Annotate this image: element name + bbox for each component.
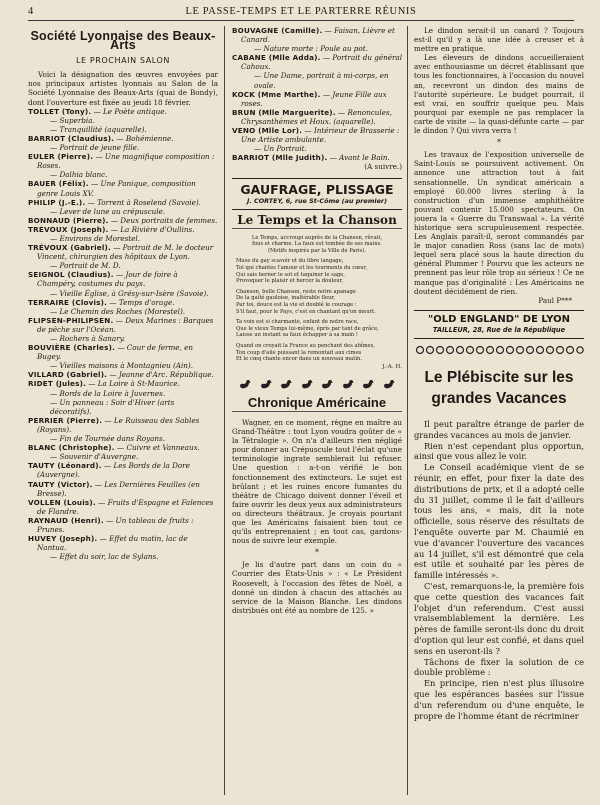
author-signature: Paul P*** [538, 295, 572, 305]
paragraph: Tâchons de fixer la solution de ce double problème : [414, 656, 584, 678]
paragraph: Le dindon serait-il un canard ? Toujours est-il qu'il y a là une idée à creuser et à mettre en pratique. [414, 26, 584, 54]
artwork-title: — Superbia. [50, 115, 95, 125]
poem-line: Ta voix est si charmante, enfant de notre race, [236, 319, 359, 326]
artist-list-continued [232, 26, 402, 162]
artist-name: BARRIOT (Mlle Judith). [232, 153, 328, 163]
duck-icon [238, 378, 252, 390]
artwork-title: — Souvenir d'Auvergne. [50, 452, 139, 462]
artwork-title: — Deux Marines : Barques de pêche sur l'Océan. [37, 315, 214, 334]
artist-name: TRÉVOUX (Joseph). [28, 224, 109, 234]
poem-line: Toi qui chantes l'amour et les tourments du cœur, [236, 265, 368, 272]
artist-name: BOUVAGNE (Camille). [232, 26, 323, 35]
paragraph: Rien n'est cependant plus opportun, ainsi que vous allez le voir. [414, 440, 584, 462]
poem-line: Que le vieux Temps lui-même, épris par tant de grâce, [236, 325, 379, 332]
artwork-title: — Le Chemin des Roches (Morestel). [50, 306, 186, 316]
artist-entry [28, 134, 218, 143]
poem-title: Le Temps et la Chanson [232, 216, 402, 229]
artist-entry [28, 343, 218, 361]
column-rule [407, 26, 408, 795]
artwork-title: — Effet du soir, lac de Sylans. [50, 552, 159, 562]
artwork-title: — Cour de ferme, en Bugey. [37, 343, 193, 362]
article-subtitle: LE PROCHAIN SALON [75, 56, 171, 66]
to-be-continued: (A suivre.) [364, 162, 402, 172]
artist-entry [232, 108, 402, 126]
artist-name: TAUTY (Victor). [28, 479, 93, 489]
paragraph: Il peut paraître étrange de parler de grandes vacances au mois de janvier. [414, 419, 584, 440]
artwork-title: — Bohémienne. [114, 133, 174, 143]
artwork-title: — Temps d'orage. [107, 297, 175, 307]
artist-name: RIDET (Jules). [28, 379, 86, 389]
decorative-border [414, 345, 584, 355]
artist-list [28, 107, 218, 562]
artist-name: BARRIOT (Claudius). [28, 133, 115, 143]
artwork-title: — Une magnifique composition : Roses. [37, 152, 215, 171]
advertisement-gaufrage [232, 178, 402, 210]
artwork-title: — Portrait de jeune fille. [50, 143, 140, 153]
artwork-title: — Tranquillité (aquarelle). [50, 124, 147, 134]
artist-entry [28, 379, 218, 388]
artist-name: BAUER (Félix). [28, 179, 89, 189]
artist-entry [232, 26, 402, 44]
artwork-title: — Portrait du général Cahoux. [241, 53, 402, 72]
poem-line: S'il faut, pour le Pays, c'est en chantant qu'on meurt. [236, 308, 376, 315]
duck-icon [341, 378, 355, 390]
poem-signature: J.-A. H. [382, 363, 402, 370]
artwork-title: — Vieille Église, à Grésy-sur-Isère (Savoie). [50, 288, 209, 298]
artwork-title: — Les Bords de la Dore (Auvergne). [37, 461, 190, 480]
artwork-title: — Les Dernières Feuilles (en Bresse). [37, 479, 200, 498]
page-header [28, 6, 574, 21]
artist-entry [28, 416, 218, 434]
paragraph: Le Conseil académique vient de se réunir, en effet, pour fixer la date des distributions de prix, et il a adopté celle du 31 juillet, comme il le fait d'ailleurs tous les ans, « mais, dit la note officielle, sous réserve des résultats de l'enquête ouverte par M. Chaumié en vue d'avancer l'ouverture des vacances au 14 juillet, s'il est démontré que cela est utile et souhaité par les pères de famille intéressés ». [414, 462, 584, 581]
ad-title: "OLD ENGLAND" DE LYON [428, 313, 570, 325]
artwork-title: — Portrait de M. le docteur Vincent, chirurgien des hôpitaux de Lyon. [37, 243, 214, 262]
artwork-title: — Deux portraits de femmes. [108, 215, 218, 225]
column-beaux-arts [28, 26, 218, 797]
plebiscite-article [414, 419, 584, 721]
paragraph: En principe, rien n'est plus illusoire que les espérances basées sur l'issue d'un referendum ou d'une enquête, le propre de l'homme étant de récriminer [414, 678, 584, 721]
artwork-title: — La Loire à St-Maurice. [86, 379, 180, 389]
poem-line: Qui sais berner le sot et taquiner le sage, [236, 271, 345, 278]
artwork-title: — Une Dame, portrait à mi-corps, en ovale. [254, 71, 389, 90]
ad-title: GAUFRAGE, PLISSAGE [240, 181, 394, 197]
artwork-title: — Vieilles maisons à Montagnieu (Ain). [50, 361, 193, 371]
artist-name: TAUTY (Léonard). [28, 461, 102, 471]
column-rule [224, 26, 225, 795]
artist-name: FLIPSEN-PHILIPSEN. [28, 315, 114, 325]
artwork-title: — Renoncules, Chrysanthèmes et Houx. (aquarelle). [241, 107, 392, 126]
duck-icon [279, 378, 293, 390]
artwork-title: — Jour de foire à Champéry, costumes du pays. [37, 270, 178, 289]
poem-line: Provoquer le plaisir et bercer la douleur, [236, 278, 344, 285]
artist-name: PERRIER (Pierre). [28, 415, 103, 425]
artwork-title: — Un tableau de fruits : Prunes. [37, 515, 194, 534]
artist-name: VILLARD (Gabriel). [28, 370, 108, 380]
artwork-title: — Lever de lune au crépuscule. [50, 206, 166, 216]
artwork-title: — Rochers à Sanary. [50, 334, 126, 343]
artist-name: CABANE (Mlle Adda). [232, 53, 321, 63]
artwork-title: — Portrait de M. D. [50, 261, 121, 271]
artwork-title: — Jeune Fille aux roses. [241, 89, 387, 108]
artwork-title: — Fruits d'Espagne et Faïences de Flandre. [37, 497, 214, 516]
poem-line: Quand on croyait la France au penchant des abîmes, [236, 343, 375, 349]
artist-entry [28, 152, 218, 170]
artist-entry [28, 107, 218, 116]
paragraph: Les éleveurs de dindons accueilleraient avec enthousiasme un décret établissant que tous les fonctionnaires, à l'occasion du nouvel an, recevront un dindon des mains de l'autorité supérieure. Le budget pourrait, il est vrai, en souffrir quelque peu. Mais pourquoi par exemple ne pas remplacer la carte de visite — la quasi-défunte carte — par le dindon ? Qui vivra verra ! [414, 53, 584, 136]
artist-name: KOCK (Mme Marthe). [232, 89, 321, 99]
duck-icon [300, 378, 314, 390]
artist-entry [28, 243, 218, 261]
section-separator-star: * [497, 138, 501, 148]
artist-name: HUVEY (Joseph). [28, 534, 98, 544]
artist-name: VENO (Mlle Lor). [232, 126, 303, 136]
poem-line: (Motifs inspirés par la Ville de Paris). [267, 247, 367, 254]
paragraph: Les travaux de l'exposition universelle de Saint-Louis se poursuivent activement. On annonce une attraction tout à fait sensationnelle. Un syndicat américain a employé 60.000 livres sterling à la construction d'un immense amphithéâtre pouvant contenir 15.000 spectateurs. On jouera la « Guerre du Transwaal ». La vérité historique sera scrupuleusement respectée. Les Anglais paraît-il, seront commandés par le major canadien Ross (sans lac de mots) lequel sera placé sous la haute direction du général Plummer ! Pourvu que les acteurs ne prennent pas leur rôle trop au sérieux ! Ce ne manque pas d'originalité : Les Américains ne doutent décidément de rien. [414, 150, 584, 296]
artwork-title: — Le Ruisseau des Sables (Royans). [37, 415, 200, 434]
artwork-title: — Faisan, Lièvre et Canard. [241, 26, 395, 45]
artwork-title: — Fin de Tournée dans Royans. [50, 434, 166, 444]
column-center [232, 26, 402, 797]
artist-name: TERRAIRE (Clovis). [28, 297, 108, 307]
artwork-title: — Bords de la Loire à Juvernes. [50, 388, 166, 398]
chronique-paragraph: Je lis d'autre part dans un coin du « Courrier des États-Unis » : « Le Président Roosevelt, à l'occasion des fêtes de Noël, a donné un dindon à chacun des attachés au service de la Maison Blanche. Les dindons distribués ont été au nombre de 125. » [232, 560, 402, 615]
artist-entry [28, 179, 218, 197]
artwork-title: — La Rivière d'Oullins. [108, 224, 195, 234]
artist-entry [232, 153, 402, 162]
artwork-title: — Un Portrait. [254, 144, 307, 154]
artist-name: SEIGNOL (Claudius). [28, 270, 114, 280]
poem-line: fous et charme. La faux est tombée de ses mains. [252, 241, 382, 248]
artist-name: VOLLEN (Louis). [28, 497, 96, 507]
artist-entry [28, 216, 218, 225]
artwork-title: — Cuivre et Vanneaux. [114, 443, 200, 453]
artist-entry [232, 126, 402, 144]
artist-name: EULER (Pierre). [28, 152, 94, 162]
artist-entry [28, 298, 218, 307]
artist-entry [28, 198, 218, 207]
artwork-title: — Une Panique, composition genre Louis XV. [37, 179, 196, 198]
artist-entry [28, 225, 218, 234]
artist-entry [28, 370, 218, 379]
poem-line: Chanson, belle Chanson, reste notre apanage [236, 288, 356, 295]
poem-line: Ton coup d'aile puissant la remontait aux cimes [236, 349, 362, 356]
artwork-title: — Intérieur de Brasserie : Une Artiste ambulante. [241, 126, 400, 145]
decorative-duck-border [232, 378, 402, 392]
article-title: Société Lyonnaise des Beaux-Arts [30, 29, 216, 53]
artist-entry [28, 461, 218, 479]
poem-line: Laisse un instant sa faux échapper à sa main ! [236, 332, 358, 339]
paragraph: C'est, remarquons-le, la première fois que cette question des vacances fait l'objet d'un referendum. C'est aussi vraisemblablement la dernière. Les pères de famille seront-ils donc du droit d'option qui leur est confié, et dans quel sens en useront-ils ? [414, 580, 584, 656]
artist-name: BRUN (Mlle Marguerite). [232, 107, 336, 117]
duck-icon [382, 378, 396, 390]
artist-name: BONNAUD (Pierre). [28, 215, 109, 225]
artwork-title: — Avant le Bain. [327, 153, 390, 163]
poem [232, 235, 402, 363]
artwork-title: — Jeanne d'Arc. République. [107, 370, 214, 380]
artist-entry [28, 316, 218, 334]
duck-icon [259, 378, 273, 390]
page-number: 4 [28, 6, 34, 17]
poem-line: De la gaîté gauloise, inaltérable fleur, [236, 295, 335, 302]
artist-name: RAYNAUD (Henri). [28, 515, 104, 525]
poem-line: Le Temps, accroupi auprès de la Chanson, rêvait, [251, 234, 383, 241]
artwork-title: — Torrent à Roselend (Savoie). [85, 197, 201, 207]
poem-line: Par toi, douce est la vie et doublé le courage : [236, 302, 357, 309]
ad-address: J. CORTEY, 6, rue St-Côme (au premier) [246, 196, 388, 205]
artist-entry [28, 498, 218, 516]
artist-name: BLANC (Christophe). [28, 443, 115, 453]
column-right [414, 26, 584, 797]
artist-name: PHILIP (J.-E.). [28, 197, 86, 207]
artist-name: TRÉVOUX (Gabriel). [28, 243, 111, 253]
article-intro: Voici la désignation des œuvres envoyées par nos principaux artistes lyonnais au Salon de la Société Lyonnaise des Beaux-Arts (quai de Bondy), dont l'ouverture est fixée au jeudi 18 février. [28, 70, 218, 107]
duck-icon [320, 378, 334, 390]
artist-entry [28, 480, 218, 498]
advertisement-old-england [414, 310, 584, 339]
artwork-title: — Dalhia blanc. [50, 170, 108, 180]
chronique-paragraph: Wagner, en ce moment, règne en maître au Grand-Théâtre : tout Lyon voudra goûter de « la Tétralogie ». On n'a d'ailleurs rien négligé pour donner au Crépuscule tout l'éclat qu'une terminologie ingrate semblerait lui refuser. Une question : a-t-on vérifié le bon fonctionnement des extincteurs. Le sujet est brûlant ; et les ruines encore fumantes du théâtre de Chicago doivent donner l'éveil et faire ouvrir les deux yeux aux administrateurs ou directeurs théâtraux. Je croyais pourtant que les Américains faisaient bien tout ce qu'ils entreprenaient ; en tout cas, gardons-nous de suivre leur exemple. [232, 417, 402, 546]
ad-address: TAILLEUR, 28, Rue de la République [432, 325, 566, 334]
artwork-title: — Effet du matin, lac de Nantua. [37, 534, 188, 553]
artist-entry [28, 270, 218, 288]
duck-icon [361, 378, 375, 390]
plebiscite-title: Le Plébiscite sur les grandes Vacances [424, 369, 574, 407]
artist-entry [28, 534, 218, 552]
artist-entry [232, 53, 402, 71]
artwork-title: — Environs de Morestel. [50, 233, 141, 243]
poem-line: Muse du gay scavoir et du libre langage, [236, 258, 344, 265]
newspaper-title: LE PASSE-TEMPS ET LE PARTERRE RÉUNIS [185, 6, 417, 17]
artwork-title: — Un panneau : Soir d'Hiver (arts décoratifs). [50, 397, 175, 416]
artwork-title: — Nature morte : Poule au pot. [254, 44, 368, 54]
chronique-title: Chronique Américaine [232, 398, 402, 412]
artist-entry [28, 443, 218, 452]
artist-name: TOLLET (Tony). [28, 106, 92, 116]
artist-entry [232, 90, 402, 108]
section-separator-star: * [315, 548, 319, 558]
poem-line: Et le cœq chante encor dans un nouveau matin. [236, 356, 362, 363]
artist-entry [28, 516, 218, 534]
artist-name: BOUVIÈRE (Charles). [28, 343, 116, 353]
artwork-title: — Le Poète antique. [91, 106, 167, 116]
